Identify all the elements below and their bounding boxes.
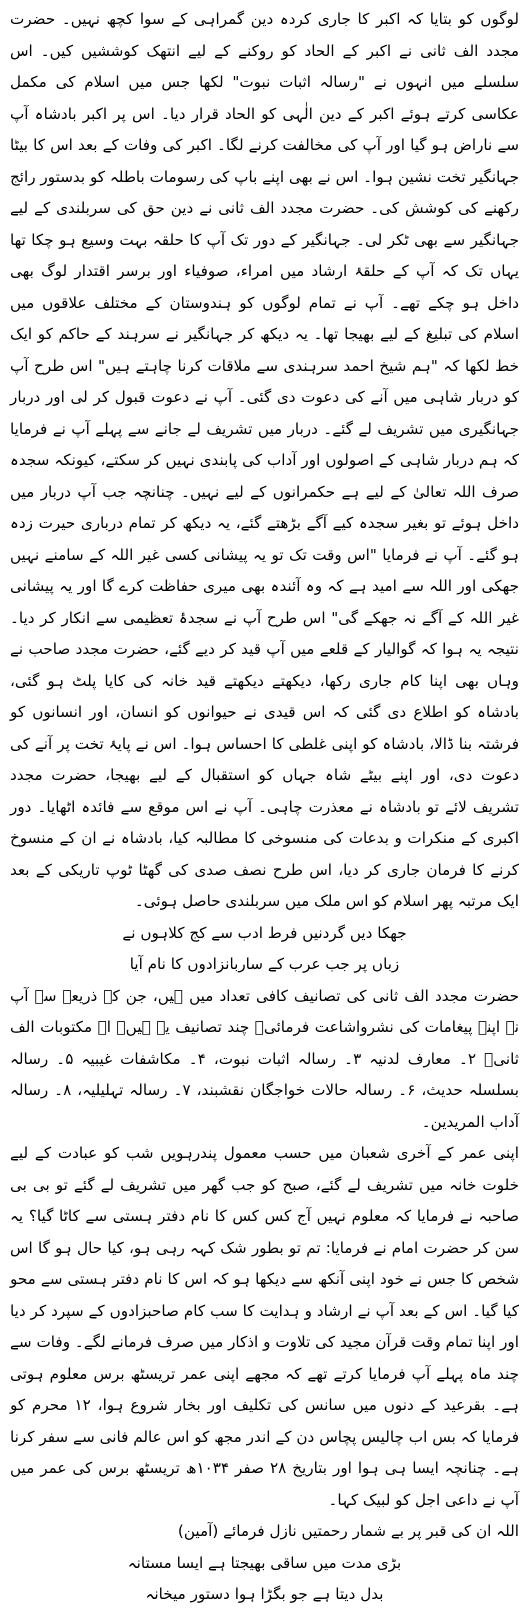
- body-paragraph: حضرت مجدد الف ثانی کی تصانیف کافی تعداد میں ہیں، جن کے ذریعے سے آپ نے اپنے پیغامات کی نشرواشاعت فرمائی۔ چند تصانیف یہ ہیں۔ ا۔ مکتوبات الف ثانیؒ ۲۔ معارف لدنیہ ۳۔ رسالہ اثبات نبوت، ۴۔ مکاشفات غیبیہ ۵۔ رسالہ بسلسلہ حدیث، ۶۔ رسالہ حالات خواجگان نقشبند، ۷۔ رسالہ تہلیلیہ، ۸۔ رسالہ آداب المریدین۔: [10, 986, 520, 1131]
- body-paragraph: لوگوں کو بتایا کہ اکبر کا جاری کردہ دین گمراہی کے سوا کچھ نہیں۔ حضرت مجدد الف ثانی نے اکبر کے الحاد کو روکنے کے لیے انتھک کوششیں کیں۔ اس سلسلے میں انہوں نے "رسالہ اثبات نبوت" لکھا جس میں اسلام کی مکمل عکاسی کرتے ہوئے اکبر کے دین الٰہی کو الحاد قرار دیا۔ اس پر اکبر بادشاہ آپ سے ناراض ہو گیا اور آپ کی مخالفت کرنے لگا۔ اکبر کی وفات کے بعد اس کا بیٹا جہانگیر تخت نشین ہوا۔ اس نے بھی اپنے باپ کی رسومات باطلہ کو بدستور رائج رکھنے کی کوشش کی۔ حضرت مجدد الف ثانی نے دین حق کی سربلندی کے لیے جہانگیر سے بھی ٹکر لی۔ جہانگیر کے دور تک آپ کا حلقہ بہت وسیع ہو چکا تھا یہاں تک کہ آپ کے حلقۂ ارشاد میں امراء، صوفیاء اور برسر اقتدار لوگ بھی داخل ہو چکے تھے۔ آپ نے تمام لوگوں کو ہندوستان کے مختلف علاقوں میں اسلام کی تبلیغ کے لیے بھیجا تھا۔ یہ دیکھ کر جہانگیر نے سرہند کے حاکم کو ایک خط لکھا کہ "ہم شیخ احمد سرہندی سے ملاقات کرنا چاہتے ہیں" اس طرح آپ کو دربار شاہی میں آنے کی دعوت دی گئی۔ آپ نے دعوت قبول کر لی اور دربار جہانگیری میں تشریف لے گئے۔ دربار میں تشریف لے جانے سے پہلے آپ نے فرمایا کہ ہم دربار شاہی کے اصولوں اور آداب کی پابندی نہیں کر سکتے، کیونکہ سجدہ صرف اللہ تعالیٰ کے لیے ہے حکمرانوں کے لیے نہیں۔ چنانچہ جب آپ دربار میں داخل ہوئے تو بغیر سجدہ کیے آگے بڑھتے گئے، یہ دیکھ کر تمام درباری حیرت زدہ ہو گئے۔ آپ نے فرمایا "اس وقت تک تو یہ پیشانی کسی غیر اللہ کے سامنے نہیں جھکی اور اللہ سے امید ہے کہ وہ آئندہ بھی میری حفاظت کرے گا اور یہ پیشانی غیر اللہ کے آگے نہ جھکے گی" اس طرح آپ نے سجدۂ تعظیمی سے انکار کر دیا۔ نتیجہ یہ ہوا کہ گوالیار کے قلعے میں آپ قید کر دیے گئے، حضرت مجدد صاحب نے وہاں بھی اپنا کام جاری رکھا، دیکھتے دیکھتے قید خانہ کی کایا پلٹ ہو گئی، بادشاہ کو اطلاع دی گئی کہ اس قیدی نے حیوانوں کو انسان، اور انسانوں کو فرشتہ بنا ڈالا، بادشاہ کو اپنی غلطی کا احساس ہوا۔ اس نے پایۂ تخت پر آنے کی دعوت دی، اور اپنے بیٹے شاہ جہاں کو استقبال کے لیے بھیجا، حضرت مجدد تشریف لائے تو بادشاہ نے معذرت چاہی۔ آپ نے اس موقع سے فائدہ اٹھایا۔ دور اکبری کے منکرات و بدعات کی منسوخی کا مطالبہ کیا، بادشاہ نے ان کے منسوخ کرنے کا فرمان جاری کر دیا، اس طرح نصف صدی کی گھٹا ٹوپ تاریکی کے بعد ایک مرتبہ پھر اسلام کو اس ملک میں سربلندی حاصل ہوئی۔: [10, 10, 519, 910]
- body-paragraph: اپنی عمر کے آخری شعبان میں حسب معمول پندرہویں شب کو عبادت کے لیے خلوت خانہ میں تشریف لے گئے، صبح کو جب گھر میں تشریف لے گئے تو بی بی صاحبہ نے فرمایا کہ معلوم نہیں آج کس کس کا نام دفتر ہستی سے کاٹا گیا؟ یہ سن کر حضرت امام نے فرمایا: تم تو بطور شک کہہ رہی ہو، کیا حال ہو گا اس شخص کا جس نے خود اپنی آنکھ سے دیکھا ہو کہ اس کا نام دفتر ہستی سے محو کیا گیا۔ اس کے بعد آپ نے ارشاد و ہدایت کا سب کام صاحبزادوں کے سپرد کر دیا اور اپنا تمام وقت قرآن مجید کی تلاوت و اذکار میں صرف فرمانے لگے۔ وفات سے چند ماہ پہلے آپ فرمایا کرتے تھے کہ مجھے اپنی عمر تریسٹھ برس معلوم ہوتی ہے۔ بقرعید کے دنوں میں سانس کی تکلیف اور بخار شروع ہوا، ۱۲ محرم کو فرمایا کہ بس اب چالیس پچاس دن کے اندر مجھ کو اس عالم فانی سے سفر کرنا ہے۔ چنانچہ ایسا ہی ہوا اور بتاریخ ۲۸ صفر ۱۰۳۴ھ تریسٹھ برس کی عمر میں آپ نے داعی اجل کو لبیک کہا۔: [10, 1144, 519, 1509]
- verse-line: جھکا دیں گردنیں فرط ادب سے کج کلاہوں نے: [122, 923, 407, 942]
- prayer-line: اللہ ان کی قبر پر بے شمار رحمتیں نازل فرمائے (آمین): [177, 1522, 519, 1540]
- verse-line: بڑی مدت میں ساقی بھیجتا ہے ایسا مستانہ: [127, 1553, 402, 1572]
- verse-line: زباں پر جب عرب کے ساربانزادوں کا نام آیا: [129, 955, 400, 973]
- verse-line: بدل دیتا ہے جو بگڑا ہوا دستور میخانہ: [145, 1585, 384, 1603]
